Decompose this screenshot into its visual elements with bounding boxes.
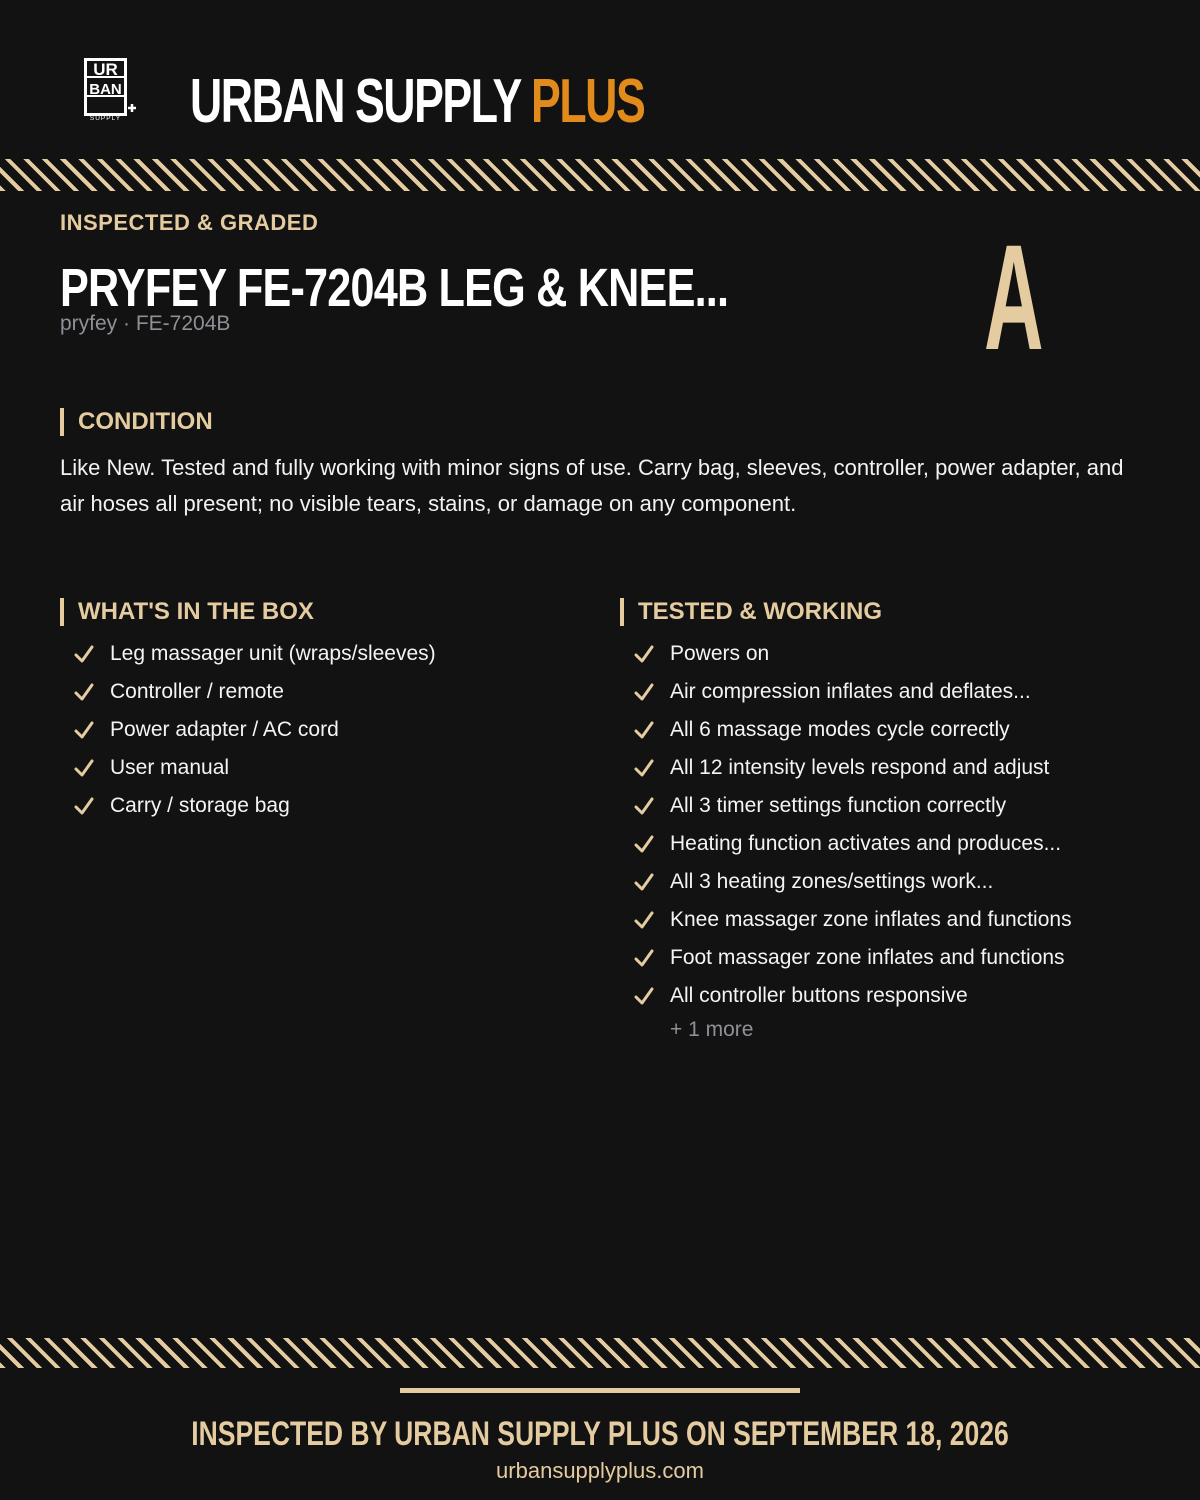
list-item-label: Powers on — [670, 642, 770, 665]
check-icon — [632, 794, 656, 818]
tested-working-heading: TESTED & WORKING — [620, 598, 882, 626]
list-item-label: Air compression inflates and deflates... — [670, 680, 1031, 703]
list-item — [632, 939, 1172, 977]
check-icon — [632, 832, 656, 856]
product-brand-model: pryfey · FE-7204B — [60, 312, 231, 335]
list-item — [72, 711, 572, 749]
check-icon — [72, 680, 96, 704]
check-icon — [72, 794, 96, 818]
list-item-label: All 3 heating zones/settings work... — [670, 870, 994, 893]
website-url: urbansupplyplus.com — [496, 1458, 704, 1483]
check-icon — [632, 756, 656, 780]
list-item — [632, 977, 1172, 1015]
list-item — [632, 863, 1172, 901]
svg-text:UR: UR — [93, 60, 118, 79]
condition-grade: A — [984, 213, 1044, 381]
list-item-label: Foot massager zone inflates and functions — [670, 946, 1065, 969]
list-item-label: All 3 timer settings function correctly — [670, 794, 1007, 817]
list-item-label: All controller buttons responsive — [670, 984, 968, 1007]
check-icon — [632, 984, 656, 1008]
list-item-label: All 12 intensity levels respond and adjust — [670, 756, 1050, 779]
condition-description: Like New. Tested and fully working with minor signs of use. Carry bag, sleeves, controller, power adapter, and air hoses all present; no visible tears, stains, or damage on any component. — [60, 455, 1124, 516]
list-item — [72, 749, 572, 787]
inspected-graded-label: INSPECTED & GRADED — [60, 210, 319, 235]
check-icon — [72, 718, 96, 742]
inspection-footer-text: INSPECTED BY URBAN SUPPLY PLUS ON SEPTEMBER 18, 2026 — [191, 1415, 1009, 1453]
list-item — [632, 787, 1172, 825]
list-item-label: Knee massager zone inflates and functions — [670, 908, 1072, 931]
check-icon — [632, 908, 656, 932]
product-title: PRYFEY FE-7204B LEG & KNEE... — [60, 258, 729, 318]
box-contents-list — [72, 635, 572, 825]
inspection-footer — [0, 1412, 1200, 1456]
check-icon — [632, 680, 656, 704]
tested-working-list — [632, 635, 1172, 1015]
check-icon — [632, 946, 656, 970]
list-item-label: User manual — [110, 756, 230, 779]
hazard-stripe-bottom — [0, 1338, 1200, 1368]
list-item — [632, 825, 1172, 863]
list-item-label: All 6 massage modes cycle correctly — [670, 718, 1010, 741]
list-item — [632, 635, 1172, 673]
brand-name-accent: PLUS — [530, 67, 645, 136]
list-item-label: Carry / storage bag — [110, 794, 290, 817]
list-item-label: Power adapter / AC cord — [110, 718, 339, 741]
list-item-label: Controller / remote — [110, 680, 284, 703]
check-icon — [632, 718, 656, 742]
list-item-label: Heating function activates and produces... — [670, 832, 1062, 855]
svg-text:BAN: BAN — [89, 81, 122, 98]
list-item — [72, 635, 572, 673]
list-item — [72, 673, 572, 711]
check-icon — [632, 642, 656, 666]
list-item-label: Leg massager unit (wraps/sleeves) — [110, 642, 436, 665]
svg-text:SUPPLY: SUPPLY — [89, 115, 122, 122]
list-item — [632, 901, 1172, 939]
check-icon — [72, 756, 96, 780]
brand-logo — [84, 58, 136, 122]
list-item — [632, 749, 1172, 787]
more-items-count: + 1 more — [670, 1018, 754, 1041]
check-icon — [632, 870, 656, 894]
condition-heading: CONDITION — [60, 408, 213, 436]
list-item — [632, 673, 1172, 711]
brand-name-main: URBAN SUPPLY — [190, 67, 521, 136]
whats-in-the-box-heading: WHAT'S IN THE BOX — [60, 598, 314, 626]
brand-name — [190, 66, 644, 138]
check-icon — [72, 642, 96, 666]
hazard-stripe-top — [0, 159, 1200, 191]
footer-divider — [400, 1388, 800, 1393]
list-item — [72, 787, 572, 825]
list-item — [632, 711, 1172, 749]
